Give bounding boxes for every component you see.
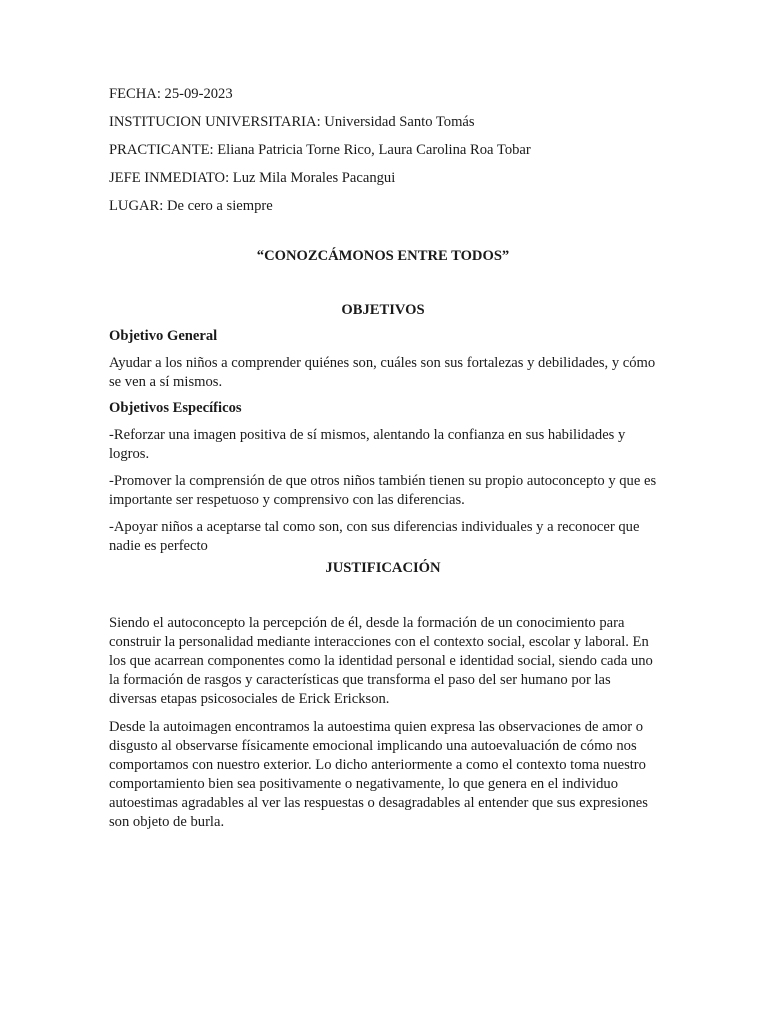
document-title: “CONOZCÁMONOS ENTRE TODOS”	[256, 248, 510, 264]
objetivo-especifico-item: -Promover la comprensión de que otros niños también tienen su propio autoconcepto y que es importante ser respetuoso y comprensivo con las diferencias.	[109, 473, 657, 508]
objetivo-especifico-item: -Apoyar niños a aceptarse tal como son, con sus diferencias individuales y a reconocer que nadie es perfecto	[109, 519, 640, 554]
document-page	[109, 85, 657, 832]
justificacion-paragraph: Desde la autoimagen encontramos la autoestima quien expresa las observaciones de amor o disgusto al observarse físicamente emocional implicando una autoevaluación de cómo nos comportamos con nuestro exterior. Lo dicho anteriormente a como el contexto toma nuestro comportamiento bien sea positivamente o negativamente, lo que genera en el individuo autoestimas agradables al ver las respuestas o desagradables al entender que sus expresiones son objeto de burla.	[109, 719, 648, 830]
justificacion-heading: JUSTIFICACIÓN	[325, 560, 441, 576]
objetivo-general-heading: Objetivo General	[109, 328, 218, 344]
justificacion-paragraph: Siendo el autoconcepto la percepción de él, desde la formación de un conocimiento para construir la personalidad mediante interacciones con el contexto social, escolar y laboral. En los que acarrean componentes como la identidad personal e identidad social, siendo cada uno la formación de rasgos y características que transforma el paso del ser humano por las diversas etapas psicosociales de Erick Erickson.	[109, 615, 653, 707]
institucion-line: INSTITUCION UNIVERSITARIA: Universidad Santo Tomás	[109, 114, 475, 130]
jefe-inmediato-line: JEFE INMEDIATO: Luz Mila Morales Pacangui	[109, 170, 396, 186]
fecha-line: FECHA: 25-09-2023	[109, 86, 233, 102]
objetivos-heading: OBJETIVOS	[341, 302, 425, 318]
practicante-line: PRACTICANTE: Eliana Patricia Torne Rico, Laura Carolina Roa Tobar	[109, 142, 531, 158]
lugar-line: LUGAR: De cero a siempre	[109, 198, 273, 214]
objetivo-especifico-item: -Reforzar una imagen positiva de sí mismos, alentando la confianza en sus habilidades y logros.	[109, 427, 626, 462]
objetivo-general-text: Ayudar a los niños a comprender quiénes son, cuáles son sus fortalezas y debilidades, y cómo se ven a sí mismos.	[109, 355, 656, 390]
objetivos-especificos-heading: Objetivos Específicos	[109, 400, 242, 416]
